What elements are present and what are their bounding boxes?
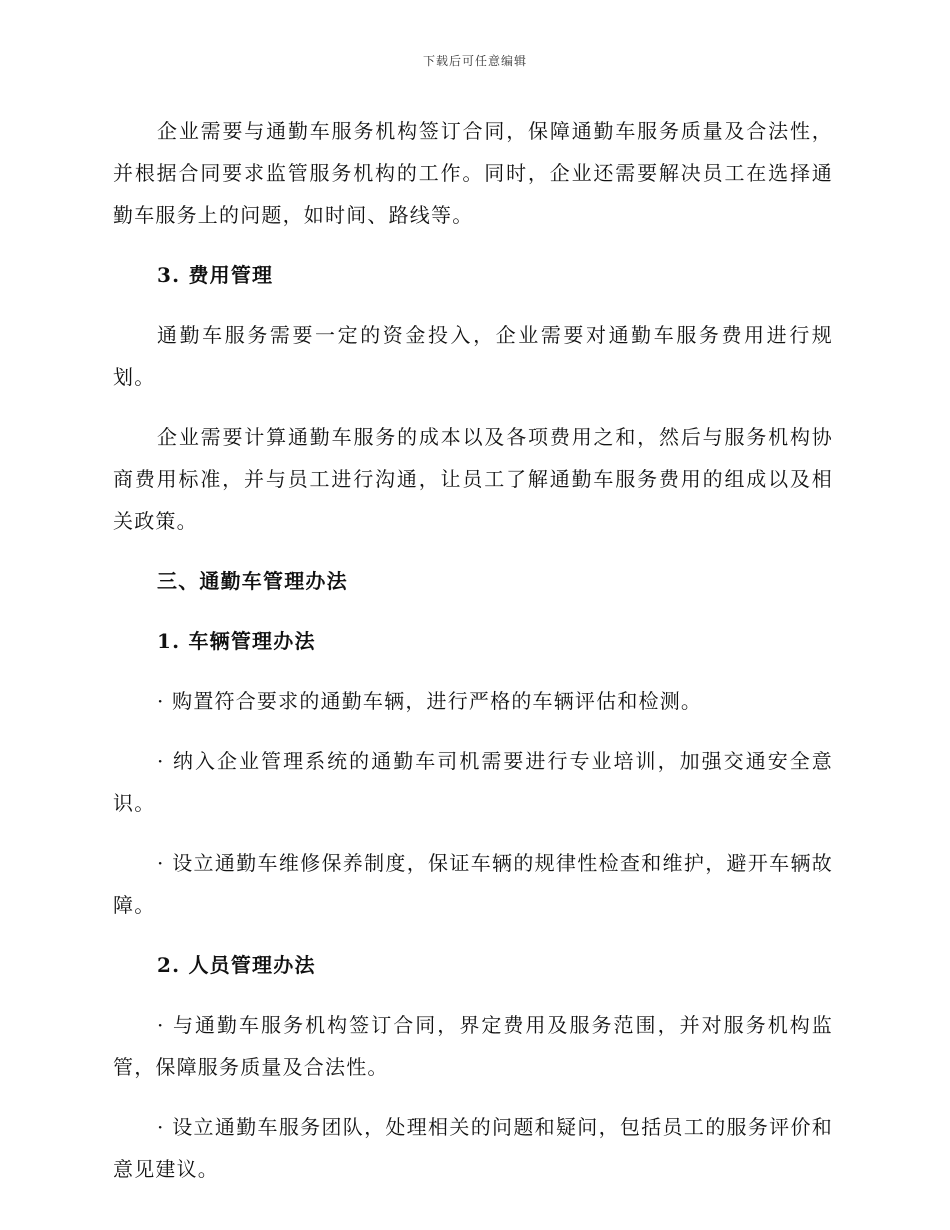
document-body [113, 110, 833, 1208]
section-heading-cost: 3. 费用管理 [157, 263, 274, 287]
bullet-service-team: · 设立通勤车服务团队，处理相关的问题和疑问，包括员工的服务评价和意见建议。 [113, 1115, 833, 1181]
section-heading-personnel: 2. 人员管理办法 [157, 953, 316, 977]
bullet-service-contract: · 与通勤车服务机构签订合同，界定费用及服务范围，并对服务机构监管，保障服务质量及合法性。 [113, 1013, 833, 1079]
bullet-maintenance: · 设立通勤车维修保养制度，保证车辆的规律性检查和维护，避开车辆故障。 [113, 851, 833, 917]
header-note: 下载后可任意编辑 [422, 54, 527, 68]
bullet-driver-training: · 纳入企业管理系统的通勤车司机需要进行专业培训，加强交通安全意识。 [113, 749, 833, 815]
paragraph-cost-planning: 通勤车服务需要一定的资金投入，企业需要对通勤车服务费用进行规划。 [113, 323, 833, 389]
bullet-vehicle-purchase: · 购置符合要求的通勤车辆，进行严格的车辆评估和检测。 [157, 689, 703, 713]
chapter-heading-management: 三、通勤车管理办法 [157, 569, 348, 593]
paragraph-contract: 企业需要与通勤车服务机构签订合同，保障通勤车服务质量及合法性，并根据合同要求监管服务机构的工作。同时，企业还需要解决员工在选择通勤车服务上的问题，如时间、路线等。 [113, 119, 833, 227]
paragraph-cost-calculation: 企业需要计算通勤车服务的成本以及各项费用之和，然后与服务机构协商费用标准，并与员工进行沟通，让员工了解通勤车服务费用的组成以及相关政策。 [113, 425, 833, 533]
section-heading-vehicle: 1. 车辆管理办法 [157, 629, 316, 653]
